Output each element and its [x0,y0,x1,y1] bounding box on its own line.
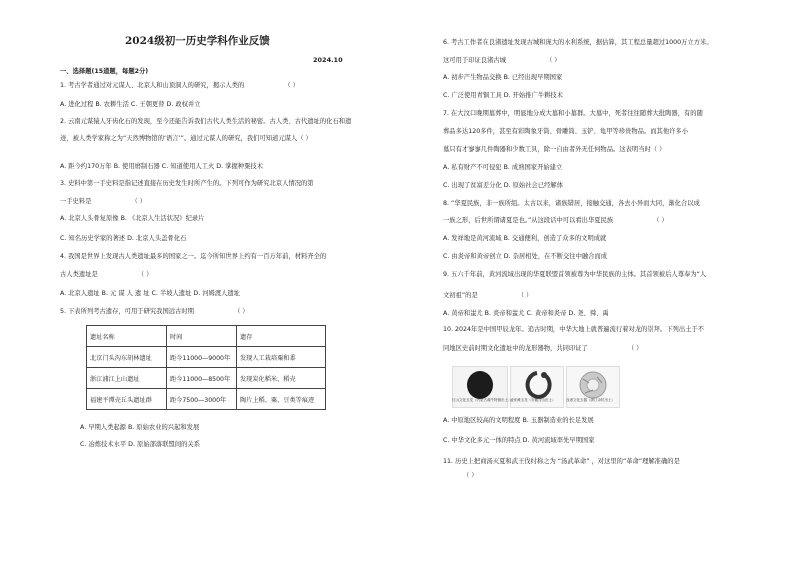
question-text: 迹，被人类学家称之为“天然博物馆的‘语言’”。通过元谋人的研究，我们可知道元谋人（ ） [60,135,312,142]
answer-blank: （ ） [517,292,533,299]
date: 2024.10 [313,56,343,64]
question-text: A. 私有财产不可侵犯 B. 成熟国家开始建立 [443,164,563,171]
table-row [87,368,326,389]
table-row [87,389,326,410]
answer-blank: （ ） [284,82,299,89]
question-line [463,472,478,480]
question-line [443,417,594,425]
page-title: 2024级初一历史学科作业反馈 [125,35,270,47]
question-text: 这可用于印证良渚古城 [443,57,506,64]
question-text: 葬品多达120多件，甚至有彩陶象牙筒、骨雕筒、玉铲、龟甲等珍贵物品。而其他许多小 [443,128,689,135]
question-text: C. 知名历史学家的著述 D. 北京人头盖骨化石 [60,235,187,242]
table-header: 时间 [167,326,237,347]
question-line [443,217,668,225]
question-line [443,271,706,279]
question-line [443,146,665,154]
question-text: 墓只有才寥寥几件陶器和少数工具，除一自由者外无任何物品。这表明当时（ ） [443,146,666,153]
table-cell: 陶片上稻、粟、豆类等痕迹 [237,389,326,410]
answer-blank: （ ） [137,271,153,278]
question-text: 7. 在大汶口晚期墓葬中，明显地分成大墓和小墓群。大墓中，死者往往随葬大批陶器，有的随 [443,110,703,117]
table-header-row [87,326,326,347]
question-text: 古人类遗址是 [60,271,98,278]
question-text: 2. 云南元谋猿人牙齿化石的发现，至今还能告诉我们古代人类生活的秘密。古人类、古代遗址的化石和遗 [60,118,352,125]
sites-table [86,325,326,410]
question-line [60,180,314,188]
section-heading: 一、选择题(15道题，每题2分) [60,68,149,75]
question-line [443,458,680,466]
question-line [80,424,199,432]
question-text: 8. “华夏民族，非一族所组。太古以来，诸族错居，接触交通，各去小异而大同，渐化合以成 [443,200,700,207]
image-caption: 红山文化玉龙（内蒙古翁牛特旗出土） [452,398,512,402]
question-text: C. 中华文化多元一体的特点 D. 黄河流域率先早期国家 [443,437,595,444]
question-text: C. 出现了贫富差分化 D. 原始社会已经解体 [443,182,564,189]
question-text: C. 广泛使用青铜工具 D. 开始推广牛耕技术 [443,92,564,99]
question-line [443,39,713,47]
question-line [443,74,562,82]
question-text: 1. 考古学者通过对元谋人、北京人和山顶洞人的研究，揭示人类的 [60,82,245,89]
answer-blank: （ ） [653,217,668,224]
table-cell: 福建平潭壳丘头遗址群 [87,389,167,410]
question-text: 一族之形，后世所谓诸夏是也。”从这段话中可以看出华夏民族 [443,217,614,224]
question-line [60,135,312,143]
table-header: 遗址名称 [87,326,167,347]
question-text: 文初祖”的是 [443,292,478,299]
question-line [60,82,299,90]
table-cell: 距今7500—3000年 [167,389,237,410]
question-line [80,441,200,449]
question-text: 9. 五六千年前，黄河流域出现的华夏联盟首领被尊为中华民族的主体。其首领被后人尊奉为“人 [443,271,707,278]
table-cell: 发现炭化稻米、稻壳 [237,368,326,389]
answer-blank: （ ） [545,57,561,64]
table-header: 遗存 [237,326,326,347]
image-caption: 良渚文化玉器（浙江余杭出土） [566,398,615,402]
question-line [443,253,607,261]
table-cell: 浙江浦江上山遗址 [87,368,167,389]
table-cell: 发现人工栽培粟和黍 [237,347,326,368]
question-text: A. 北京人头骨复原像 B. 《北京人生活状况》纪录片 [60,215,205,222]
question-text: C. 由炎帝和黄帝创立 D. 杂居相处，在不断交往中融合而成 [443,253,608,260]
answer-blank: （ ） [233,308,249,315]
question-line [60,118,351,126]
question-text: 11. 历史上把商汤灭夏和武王伐纣称之为 “汤武革命” ，对这里的“革命”理解准确的是 [443,458,680,465]
question-text: A. 距今约170万年 B. 使用磨制石器 C. 知道使用人工火 D. 掌握种粟技术 [60,163,263,170]
question-line [443,128,688,136]
question-text: 3. 史料中第一手史料是指记述直接在历史发生时所产生的。下列可作为研究北京人情况的第 [60,180,314,187]
question-line [443,164,562,172]
question-text: A. 早期人类起源 B. 原始农业的兴起和发展 [80,424,200,431]
question-text: 6. 考古工作者在良渚遗址发现古城和庞大的水利系统，据估算，其工程总量超过1000万立方米。 [443,39,713,46]
question-text: （ ） [463,472,478,479]
question-line [60,215,204,223]
question-line [443,92,563,100]
question-text: A. 黄帝和蚩尤 B. 炎帝和蚩尤 C. 黄帝和炎帝 D. 尧、舜、禹 [443,310,609,317]
question-line [60,101,201,109]
question-text: 5. 下表所列考古遗存，可用于研究我国远古时期 [60,308,194,315]
question-line [60,308,249,316]
question-line [443,57,561,65]
question-line [443,110,703,118]
question-text: 10. 2024年是中国甲辰龙年。追古时期，中华大地上就普遍流行着对龙的崇拜。下列出土于不 [443,326,705,333]
question-line [60,235,186,243]
question-line [60,271,152,279]
question-line [443,182,563,190]
question-line [443,200,700,208]
question-text: A. 北京人遗址 B. 元 谋 人 遗 址 C. 半坡人遗址 D. 河姆渡人遗址 [60,290,241,297]
question-line [60,198,146,206]
table-cell: 距今11000—8500年 [167,368,237,389]
table-cell: 北京门头沟东胡林遗址 [87,347,167,368]
question-line [443,345,642,353]
question-text: 4. 我国是世界上发现古人类遗址最多的国家之一。迄今所知世界上约有一百万年前，材料齐全的 [60,253,327,260]
question-line [443,437,595,445]
question-line [443,310,609,318]
question-text: A. 中原地区较高的文明程度 B. 玉器制造业的长足发展 [443,417,594,424]
answer-blank: （ ） [131,198,147,205]
table-row [87,347,326,368]
question-text: C. 冶炼技术水平 D. 原始部落联盟间的关系 [80,441,201,448]
image-caption: 凌家滩玉龙（安徽含山出土） [510,398,556,402]
question-line [60,253,326,261]
question-line [60,163,263,171]
question-text: 同地区史前时期文化遗址中的龙形器物，共同印证了 [443,345,588,352]
question-text: A. 发祥地是黄河流域 B. 交通便利，创造了众多的文明成就 [443,235,607,242]
table-cell: 距今11000—9000年 [167,347,237,368]
question-text: 一手史料是 [60,198,92,205]
question-line [443,326,704,334]
question-text: A. 进化过程 B. 农耕生活 C. 王朝更替 D. 政权并立 [60,101,201,108]
answer-blank: （ ） [627,345,643,352]
question-line [443,292,532,300]
question-line [443,235,606,243]
question-line [60,290,240,298]
question-text: A. 初步产生物品交换 B. 已经出现早期国家 [443,74,563,81]
